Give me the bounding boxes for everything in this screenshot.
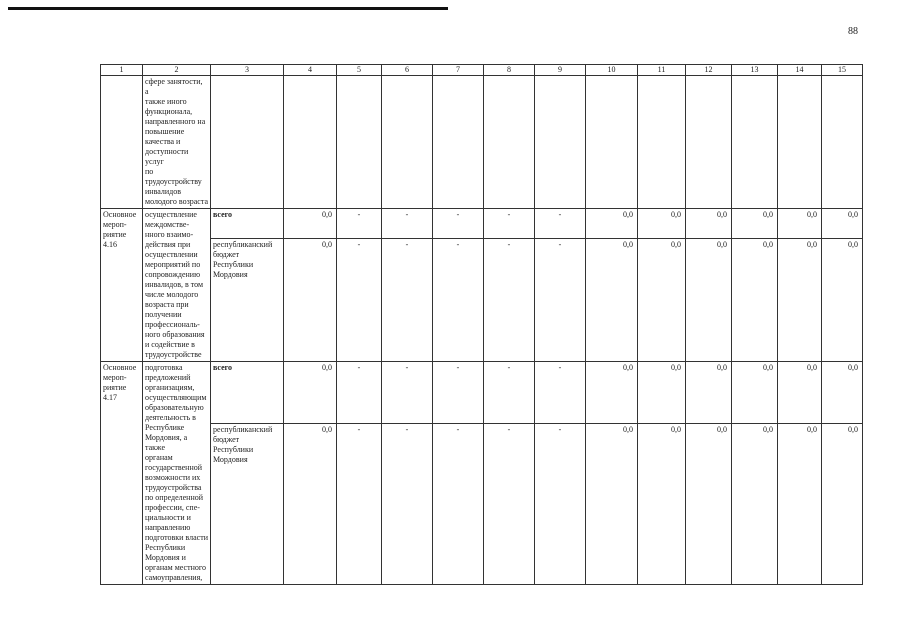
value-cell: - [433,424,484,585]
col-header: 11 [638,65,686,76]
table-row [101,76,863,209]
value-cell: - [337,362,382,424]
value-cell: - [382,239,433,362]
value-cell: 0,0 [284,362,337,424]
col-header: 5 [337,65,382,76]
funding-source: республиканский бюджет Республики Мордовия [211,424,284,585]
value-cell: 0,0 [822,362,863,424]
value-cell: 0,0 [732,209,778,239]
value-cell: 0,0 [638,239,686,362]
value-cell: 0,0 [778,424,822,585]
value-cell: - [535,209,586,239]
value-cell: 0,0 [284,239,337,362]
measure-name: Основное мероп- риятие 4.17 [101,362,143,585]
col-header: 12 [686,65,732,76]
value-cell: 0,0 [732,424,778,585]
value-cell: - [433,362,484,424]
col-header: 13 [732,65,778,76]
value-cell: - [382,362,433,424]
value-cell: - [382,209,433,239]
col-header: 8 [484,65,535,76]
col-header: 4 [284,65,337,76]
measure-description: подготовка предложений организациям, осуществляющим образовательную деятельность в Республике Мордовия, а также органам государственной возможности их трудоустройства по определенной профессии, спе- циальности и направлению подготовки власти Республики Мордовия и органам местного самоуправления, [143,362,211,585]
value-cell: 0,0 [732,362,778,424]
column-number-row [101,65,863,76]
col-header: 15 [822,65,863,76]
value-cell: - [535,239,586,362]
value-cell: - [484,362,535,424]
value-cell: 0,0 [586,209,638,239]
scan-top-edge [8,7,448,10]
value-cell: 0,0 [686,209,732,239]
value-cell: 0,0 [778,239,822,362]
value-cell: 0,0 [686,239,732,362]
value-cell: - [433,239,484,362]
table-row [101,239,863,362]
value-cell: - [433,209,484,239]
value-cell: - [337,239,382,362]
value-cell: 0,0 [638,362,686,424]
value-cell: - [484,424,535,585]
col-header: 9 [535,65,586,76]
value-cell: - [484,209,535,239]
value-cell: 0,0 [822,239,863,362]
col-header: 1 [101,65,143,76]
value-cell: 0,0 [822,424,863,585]
funding-source: всего [211,209,284,239]
col-header: 6 [382,65,433,76]
col-header: 14 [778,65,822,76]
value-cell: - [337,209,382,239]
value-cell: 0,0 [284,209,337,239]
value-cell: 0,0 [586,239,638,362]
col-header: 2 [143,65,211,76]
value-cell: 0,0 [638,424,686,585]
table-row [101,424,863,585]
value-cell: - [535,424,586,585]
page-number: 88 [848,26,858,37]
value-cell: - [337,424,382,585]
col-header: 10 [586,65,638,76]
value-cell: - [382,424,433,585]
col-header: 3 [211,65,284,76]
value-cell: 0,0 [822,209,863,239]
value-cell: 0,0 [284,424,337,585]
value-cell: 0,0 [586,362,638,424]
value-cell: 0,0 [586,424,638,585]
table-row [101,209,863,239]
value-cell: 0,0 [778,209,822,239]
value-cell: 0,0 [778,362,822,424]
measure-name: Основное мероп- риятие 4.16 [101,209,143,362]
funding-source: всего [211,362,284,424]
value-cell: - [484,239,535,362]
value-cell: 0,0 [686,362,732,424]
value-cell: 0,0 [638,209,686,239]
measure-description: сфере занятости, а также иного функционала, направленного на повышение качества и доступности услуг по трудоустройству инвалидов молодого возраста [143,76,211,209]
funding-source: республиканский бюджет Республики Мордовия [211,239,284,362]
table-row [101,362,863,424]
budget-table [100,64,863,585]
value-cell: 0,0 [686,424,732,585]
value-cell: - [535,362,586,424]
measure-description: осуществление междомстве- нного взаимо- действия при осуществлении мероприятий по сопровождению инвалидов, в том числе молодого возраста при получении профессиональ- ного образования и содействие в трудоустройстве [143,209,211,362]
col-header: 7 [433,65,484,76]
value-cell: 0,0 [732,239,778,362]
